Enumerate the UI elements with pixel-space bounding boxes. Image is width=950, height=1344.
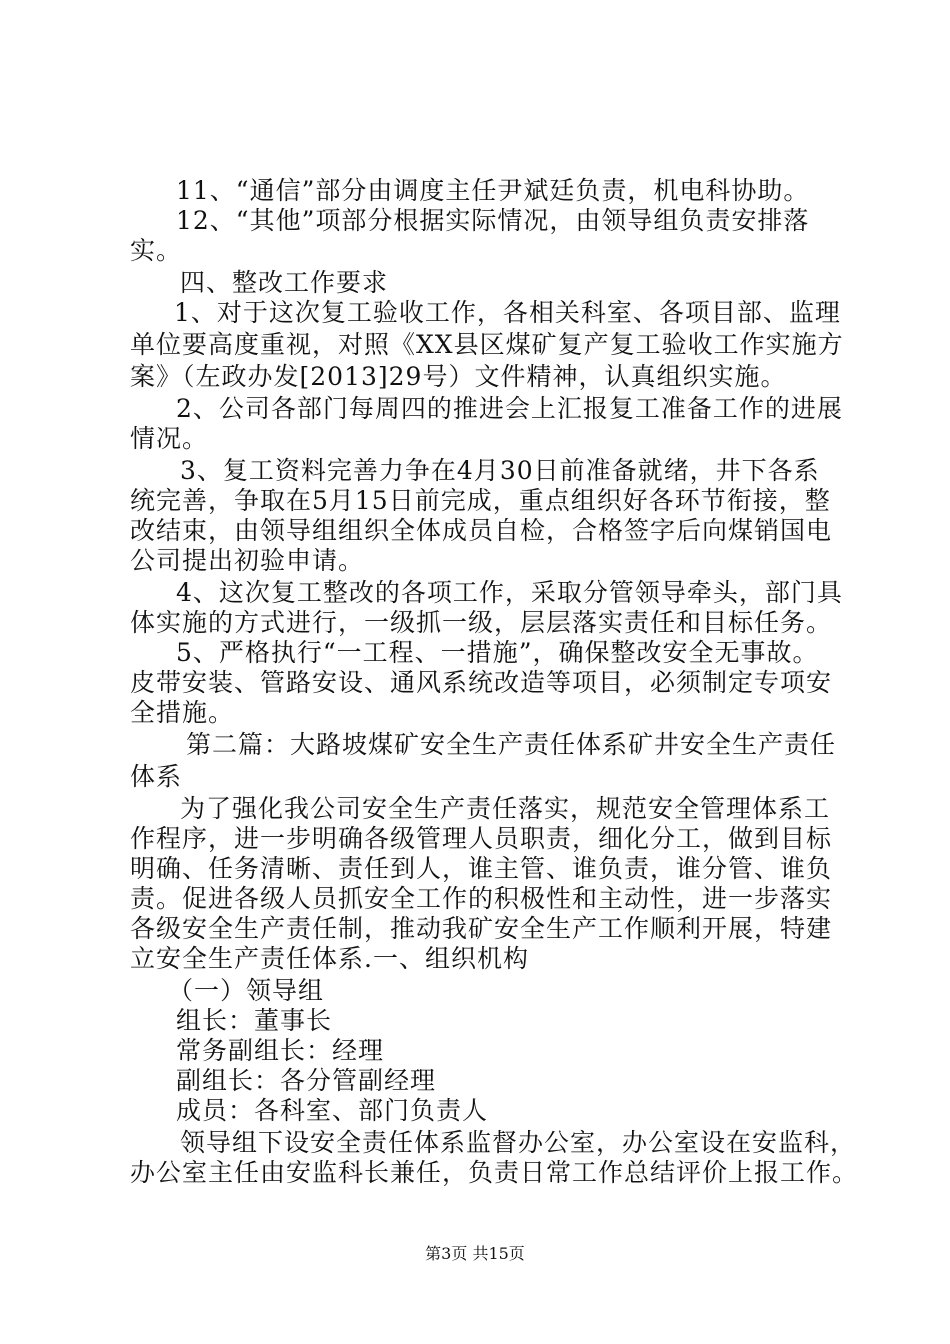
text-line: 5、严格执行“一工程、一措施”，确保整改安全无事故。: [176, 638, 819, 667]
text-line: 副组长：各分管副经理: [176, 1066, 437, 1095]
text-line: 皮带安装、管路安设、通风系统改造等项目，必须制定专项安: [130, 668, 833, 697]
text-line: 明确、任务清晰、责任到人，谁主管、谁负责，谁分管、谁负: [130, 854, 833, 883]
chapter-title: 第二篇：大路坡煤矿安全生产责任体系矿井安全生产责任: [186, 730, 837, 759]
text-line: 11、“通信”部分由调度主任尹斌廷负责，机电科协助。: [176, 176, 810, 205]
chapter-title: 体系: [130, 762, 183, 791]
text-line: 全措施。: [130, 698, 235, 727]
text-line: 办公室主任由安监科长兼任，负责日常工作总结评价上报工作。: [130, 1158, 859, 1187]
text-line: 体实施的方式进行，一级抓一级，层层落实责任和目标任务。: [130, 608, 833, 637]
text-line: 常务副组长：经理: [176, 1036, 385, 1065]
text-line: 领导组下设安全责任体系监督办公室，办公室设在安监科，: [180, 1128, 857, 1157]
text-line: 情况。: [130, 424, 209, 453]
text-line: 公司提出初验申请。: [130, 546, 365, 575]
text-line: 为了强化我公司安全生产责任落实，规范安全管理体系工: [180, 794, 831, 823]
text-line: 各级安全生产责任制，推动我矿安全生产工作顺利开展，特建: [130, 914, 833, 943]
text-line: 责。促进各级人员抓安全工作的积极性和主动性，进一步落实: [130, 884, 833, 913]
text-line: 1、对于这次复工验收工作，各相关科室、各项目部、监理: [174, 298, 841, 327]
text-line: 成员：各科室、部门负责人: [176, 1096, 489, 1125]
text-line: 案》（左政办发[2013]29号）文件精神，认真组织实施。: [130, 362, 787, 391]
text-line: 3、复工资料完善力争在4月30日前准备就绪，井下各系: [180, 456, 820, 485]
text-line: 12、“其他”项部分根据实际情况，由领导组负责安排落: [176, 206, 810, 235]
section-heading: 四、整改工作要求: [180, 268, 389, 297]
text-line: 实。: [130, 236, 183, 265]
text-line: 4、这次复工整改的各项工作，采取分管领导牵头，部门具: [176, 578, 843, 607]
subsection-heading: （一）领导组: [168, 976, 325, 1005]
page-footer: 第3页 共15页: [425, 1244, 525, 1263]
text-line: 立安全生产责任体系.一、组织机构: [130, 944, 529, 973]
text-line: 组长：董事长: [176, 1006, 333, 1035]
text-line: 改结束，由领导组组织全体成员自检，合格签字后向煤销国电: [130, 516, 833, 545]
text-line: 作程序，进一步明确各级管理人员职责，细化分工，做到目标: [130, 824, 833, 853]
text-line: 2、公司各部门每周四的推进会上汇报复工准备工作的进展: [176, 394, 843, 423]
text-line: 统完善，争取在5月15日前完成，重点组织好各环节衔接，整: [130, 486, 831, 515]
text-line: 单位要高度重视，对照《XX县区煤矿复产复工验收工作实施方: [130, 330, 844, 359]
